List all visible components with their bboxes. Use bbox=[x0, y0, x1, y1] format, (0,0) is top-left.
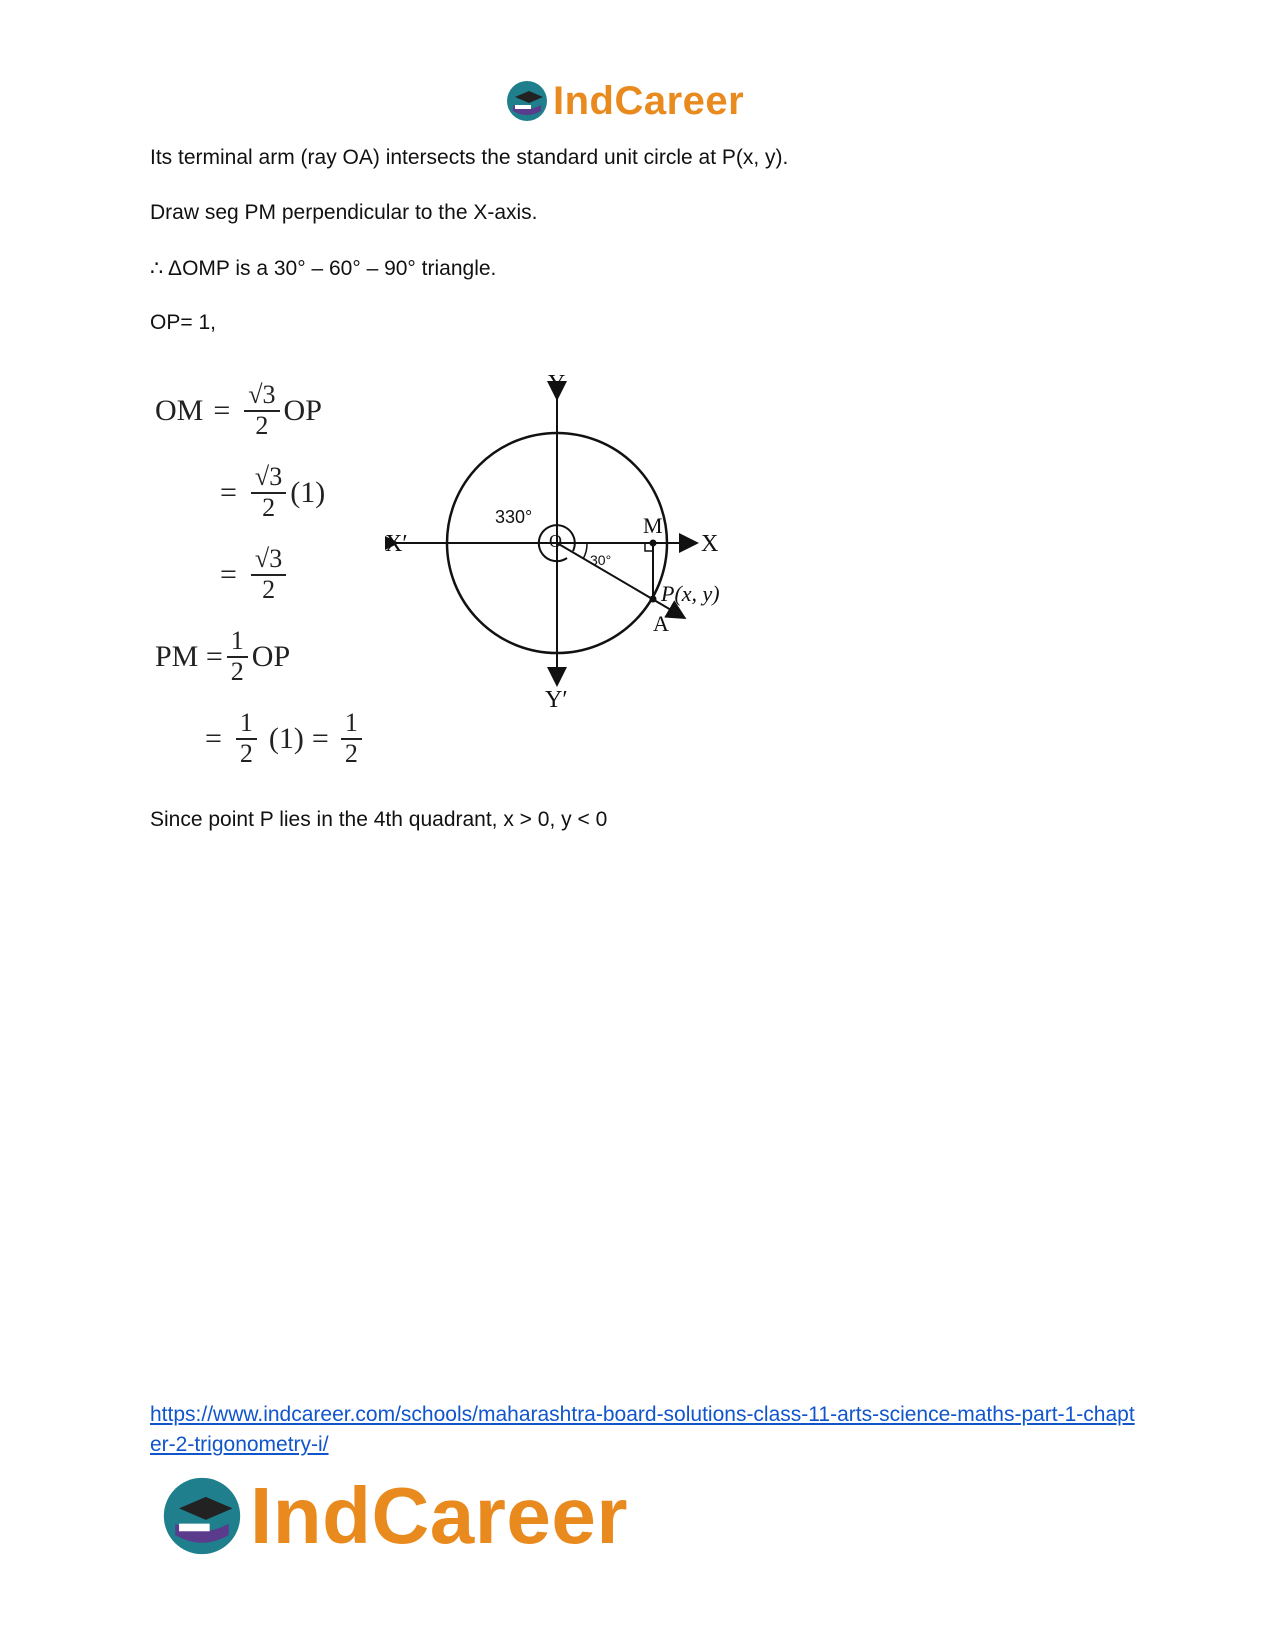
footer-logo-text: IndCareer bbox=[250, 1471, 628, 1560]
math-working bbox=[155, 370, 366, 780]
sqrt3-over-2: $\frac{√3}{2}$ bbox=[244, 381, 279, 440]
x-prime-label: X′ bbox=[385, 531, 408, 557]
footer-logo bbox=[160, 1472, 628, 1560]
source-link[interactable]: https://www.indcareer.com/schools/maharashtra-board-solutions-class-11-arts-science-maths-part-1-chapter-2-trigonometry-i/ bbox=[150, 1403, 1135, 1456]
paragraph-draw-seg: Draw seg PM perpendicular to the X-axis. bbox=[150, 201, 538, 224]
pm-label: PM = bbox=[155, 640, 223, 673]
math-row-om: OM = $\frac{√3}{2}$ OP bbox=[155, 380, 322, 440]
p-label: P(x, y) bbox=[661, 581, 720, 606]
graduation-globe-icon bbox=[160, 1474, 244, 1558]
math-row-om-3: = $\frac{√3}{2}$ bbox=[155, 534, 366, 616]
math-row-om-2: = $\frac{√3}{2}$ (1) bbox=[220, 462, 326, 522]
a-label: A bbox=[653, 611, 669, 636]
x-label: X bbox=[701, 531, 719, 557]
point-p bbox=[650, 596, 657, 603]
angle-30-arc bbox=[583, 543, 587, 559]
paragraph-triangle: ∴ ΔOMP is a 30° – 60° – 90° triangle. bbox=[150, 257, 497, 280]
m-label: M bbox=[643, 513, 663, 538]
graduation-globe-icon bbox=[505, 79, 549, 123]
unit-circle-diagram bbox=[385, 375, 745, 715]
om-label: OM bbox=[155, 394, 204, 427]
paragraph-op: OP= 1, bbox=[150, 311, 216, 334]
o-label: O bbox=[549, 531, 562, 551]
math-row-pm: PM = $\frac{1}{2}$ OP bbox=[155, 626, 291, 686]
header-logo bbox=[505, 78, 744, 124]
header-logo-text: IndCareer bbox=[553, 78, 745, 123]
paragraph-terminal-arm: Its terminal arm (ray OA) intersects the standard unit circle at P(x, y). bbox=[150, 146, 789, 169]
y-prime-label: Y′ bbox=[545, 687, 568, 713]
math-row-pm-2: = $\frac{1}{2}$ (1) = $\frac{1}{2}$ bbox=[155, 698, 366, 780]
paragraph-quadrant: Since point P lies in the 4th quadrant, x > 0, y < 0 bbox=[150, 808, 608, 831]
y-label: Y bbox=[548, 375, 566, 397]
angle-330-label: 330° bbox=[495, 507, 533, 527]
angle-30-label: 30° bbox=[590, 552, 612, 568]
point-m bbox=[650, 540, 657, 547]
